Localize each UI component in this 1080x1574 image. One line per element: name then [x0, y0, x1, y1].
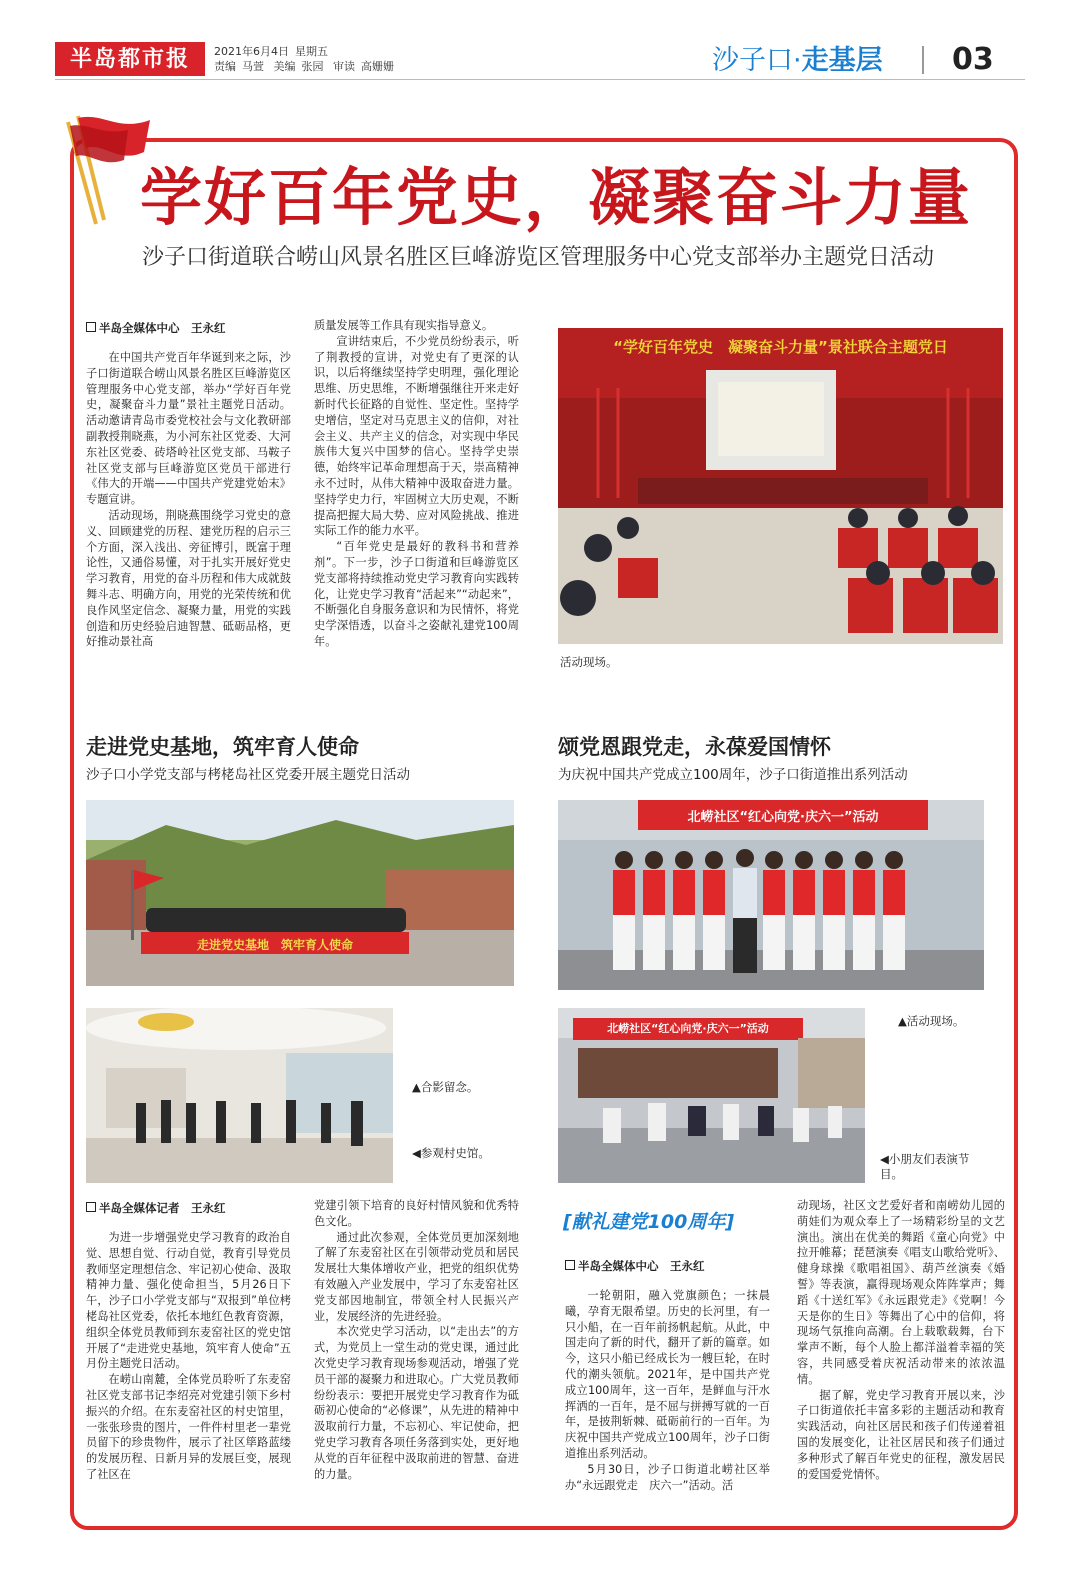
story3-subtitle: 为庆祝中国共产党成立100周年，沙子口街道推出系列活动 — [558, 767, 908, 783]
byline-text: 半岛全媒体中心 王永红 — [99, 321, 226, 335]
section-name: 走基层 — [801, 45, 883, 76]
story2-caption-group: ▲合影留念。 — [412, 1080, 479, 1094]
lead-photo-caption: 活动现场。 — [560, 655, 618, 669]
header-divider — [922, 46, 924, 74]
paragraph: 党建引领下培育的良好村情风貌和优秀特色文化。 — [314, 1199, 519, 1228]
section-place: 沙子口 — [712, 45, 793, 76]
paragraph: 一轮朝阳，融入党旗颜色；一抹晨曦，孕育无限希望。历史的长河里，有一只小船，在一百年前扬帆起航。从此，中国走向了新的时代，翻开了新的篇章。如今，这只小船已经成长为一艘巨轮，在时代的潮头领航。2021年，是中国共产党成立100周年，这一百年，是鲜血与汗水挥洒的一百年，是不屈与拼搏写就的一百年，是披荆斩棘、砥砺前行的一百年。为庆祝中国共产党成立100周年，沙子口街道推出系列活动。 — [565, 1289, 770, 1460]
story3-kids-photo — [558, 1008, 865, 1183]
story2-title: 走进党史基地，筑牢育人使命 — [86, 735, 359, 759]
section-dot: · — [793, 45, 802, 76]
paragraph: 动现场，社区文艺爱好者和南崂幼儿园的萌娃们为观众奉上了一场精彩纷呈的文艺演出。演出在优美的舞蹈《童心向党》中拉开帷幕；琵琶演奏《唱支山歌给党听》、健身球操《歌唱祖国》、葫芦丝演奏《婚誓》等表演，赢得现场观众阵阵掌声；舞蹈《十送红军》《永远跟党走》《党啊！今天是你的生日》等舞出了心中的信仰，将现场气氛推向高潮。台上载歌载舞，台下掌声不断，每个人脸上都洋溢着幸福的笑容，共同感受着庆祝活动带来的浓浓温情。 — [797, 1199, 1005, 1386]
paragraph: 活动现场，荆晓燕围绕学习党史的意义、回顾建党的历程、建党历程的启示三个方面，深入浅出、旁征博引，既富于理论性，又通俗易懂，对于扎实开展好党史学习教育，用党的奋斗历程和伟大成就鼓舞斗志、明确方向，用党的光荣传统和优良作风坚定信念、凝聚力量，用党的实践创造和历史经验启迪智慧、砥砺品格，更好推动景社高 — [86, 508, 291, 649]
lead-byline — [86, 320, 226, 336]
story3-caption-kids: ◀小朋友们表演节目。 — [880, 1152, 970, 1181]
paragraph: “百年党史是最好的教科书和营养剂”。下一步，沙子口街道和巨峰游览区党支部将持续推动党史学习教育向实践转化，让党史学习教育“活起来”“动起来”，不断强化自身服务意识和为民情怀，将党史学深悟透，以奋斗之姿献礼建党100周年。 — [314, 540, 519, 648]
masthead-logo: 半岛都市报 — [55, 42, 205, 76]
staff-name: 张园 — [301, 60, 324, 73]
story3-title: 颂党恩跟党走，永葆爱国情怀 — [558, 735, 831, 759]
byline-square-icon — [86, 1202, 96, 1212]
paragraph: 在中国共产党百年华诞到来之际，沙子口街道联合崂山风景名胜区巨峰游览区管理服务中心党支部，举办“学好百年党史，凝聚奋斗力量”景社主题党日活动。活动邀请青岛市委党校社会与文化教研部副教授荆晓燕，为小河东社区党委、大河东社区党委、砖塔岭社区党支部、马鞍子社区党支部与巨峰游览区党员干部进行《伟大的开端——中国共产党建党始末》专题宣讲。 — [86, 351, 291, 507]
staff-role: 审读 — [333, 60, 355, 73]
lead-column-1 — [86, 350, 291, 650]
page-number: 03 — [952, 42, 994, 77]
story3-kicker: [献礼建党100周年] — [563, 1211, 735, 1233]
header-rule — [55, 79, 1025, 80]
paragraph: 本次党史学习活动，以“走出去”的方式，为党员上一堂生动的党史课，通过此次党史学习教育现场参观活动，增强了党员干部的凝聚力和进取心。广大党员教师纷纷表示：要把开展党史学习教育作为砥砺初心使命的“必修课”，从先进的精神中汲取前行力量，不忘初心、牢记使命，把党史学习教育各项任务落到实处，更好地从党的百年征程中汲取前进的智慧、奋进的力量。 — [314, 1325, 519, 1481]
group-banner: 走进党史基地 筑牢育人使命 — [196, 938, 353, 952]
paragraph: 在崂山南麓，全体党员聆听了东麦窑社区党支部书记李绍亮对党建引领下乡村振兴的介绍。在东麦窑社区的村史馆里，一张张珍贵的图片，一件件村里老一辈党员留下的珍贵物件，展示了社区筚路蓝缕的发展历程、日新月异的发展巨变，展现了社区在 — [86, 1373, 291, 1481]
lead-subhead: 沙子口街道联合崂山风景名胜区巨峰游览区管理服务中心党支部举办主题党日活动 — [142, 245, 935, 270]
group-photo-image — [86, 800, 514, 986]
staff-role: 美编 — [273, 60, 296, 73]
event-banner: 北崂社区“红心向党·庆六一”活动 — [687, 810, 879, 825]
byline-square-icon — [86, 322, 96, 332]
photo-banner: “学好百年党史 凝聚奋斗力量”景社联合主题党日 — [613, 338, 948, 356]
paragraph: 质量发展等工作具有现实指导意义。 — [314, 319, 494, 332]
story2-column-1 — [86, 1230, 291, 1483]
story2-byline — [86, 1200, 226, 1216]
issue-meta — [214, 44, 400, 74]
story2-caption-museum: ◀参观村史馆。 — [412, 1146, 490, 1160]
paragraph: 宣讲结束后，不少党员纷纷表示，听了荆教授的宣讲，对党史有了更深的认识，以后将继续坚持学史明理，强化理论思维、历史思维，不断增强继往开来走好新时代长征路的自觉性、坚定性。坚持学史增信，坚定对马克思主义的信仰，对社会主义、共产主义的信念，对实现中华民族伟大复兴中国梦的信心。坚持学史崇德，始终牢记革命理想高于天，崇高精神永不过时，从伟大精神中汲取奋进力量。坚持学史力行，牢固树立大历史观，不断提高把握大局大势、应对风险挑战、推进实际工作的能力水平。 — [314, 334, 519, 538]
story3-column-2 — [797, 1198, 1005, 1482]
performers-image — [558, 800, 984, 990]
story2-column-2 — [314, 1198, 519, 1482]
museum-image — [86, 1008, 393, 1183]
story2-group-photo — [86, 800, 514, 986]
story3-top-photo — [558, 800, 984, 990]
story2-museum-photo — [86, 1008, 393, 1183]
story3-column-1 — [565, 1288, 770, 1493]
story3-byline — [565, 1258, 705, 1274]
party-flag-icon — [58, 112, 153, 230]
paragraph: 5月30日，沙子口街道北崂社区举办“永远跟党走 庆六一”活动。活 — [565, 1462, 770, 1492]
paragraph: 通过此次参观，全体党员更加深刻地了解了东麦窑社区在引领带动党员和居民发展壮大集体增收产业，把党的组织优势有效融入产业发展中，学习了东麦窑社区党支部因地制宜，带领全村人民振兴产业，发展经济的先进经验。 — [314, 1230, 519, 1323]
meeting-hall-image — [558, 328, 1003, 644]
lead-photo — [558, 328, 1003, 644]
story2-subtitle: 沙子口小学党支部与栲栳岛社区党委开展主题党日活动 — [86, 767, 410, 783]
paragraph: 为进一步增强党史学习教育的政治自觉、思想自觉、行动自觉，教育引导党员教师坚定理想信念、牢记初心使命、汲取精神力量、强化使命担当，5月26日下午，沙子口小学党支部与“双报到”单位栲栳岛社区党委，依托本地红色教育资源，组织全体党员教师到东麦窑社区的党史馆开展了“走进党史基地，筑牢育人使命”五月份主题党日活动。 — [86, 1231, 291, 1371]
byline-text: 半岛全媒体记者 王永红 — [99, 1201, 226, 1215]
byline-text: 半岛全媒体中心 王永红 — [578, 1259, 705, 1273]
paragraph: 据了解，党史学习教育开展以来，沙子口街道依托丰富多彩的主题活动和教育实践活动，向社区居民和孩子们传递着祖国的发展变化，让社区居民和孩子们通过多种形式了解百年党史的征程，激发居民的爱国爱党情怀。 — [797, 1388, 1005, 1481]
byline-square-icon — [565, 1260, 575, 1270]
story3-caption-top: ▲活动现场。 — [898, 1014, 965, 1028]
event-banner: 北崂社区“红心向党·庆六一”活动 — [607, 1022, 769, 1035]
staff-name: 马萱 — [242, 60, 264, 73]
issue-date: 2021年6月4日 — [214, 45, 289, 58]
lead-headline: 学好百年党史，凝聚奋斗力量 — [140, 161, 973, 234]
section-title — [712, 44, 883, 78]
staff-name: 高姗姗 — [361, 60, 394, 73]
lead-column-2 — [314, 318, 519, 650]
staff-role: 责编 — [214, 60, 236, 73]
issue-weekday: 星期五 — [295, 45, 328, 58]
